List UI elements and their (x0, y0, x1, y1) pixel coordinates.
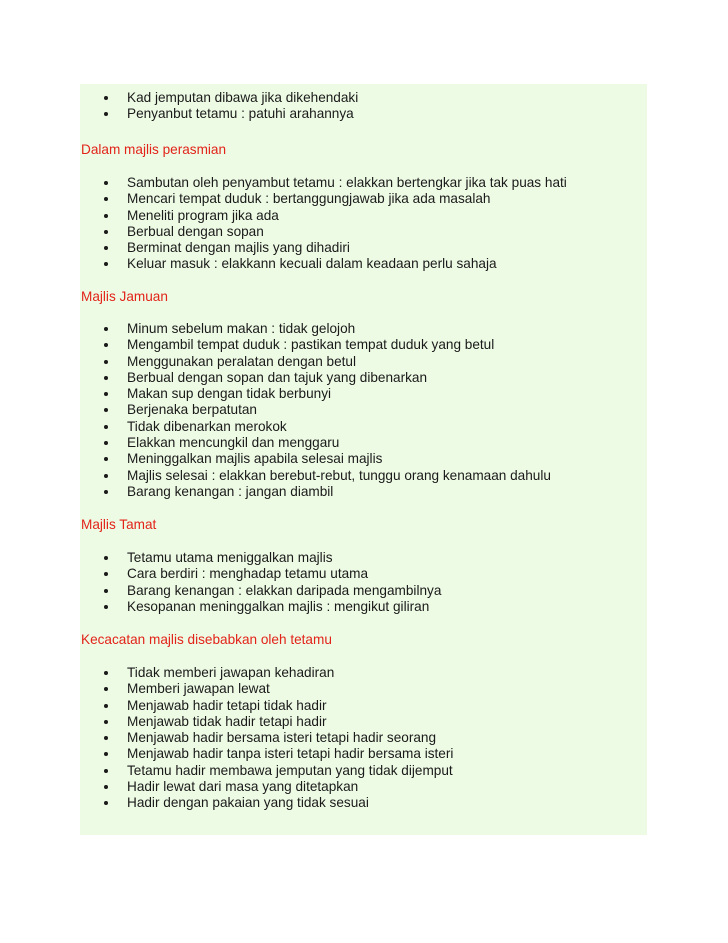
list-item (80, 354, 551, 370)
section-heading-kecacatan: Kecacatan majlis disebabkan oleh tetamu (81, 632, 332, 647)
section-list-jamuan (80, 321, 551, 500)
bullet-icon (104, 752, 108, 756)
list-item (80, 419, 551, 435)
bullet-icon (104, 490, 108, 494)
list-item-text: Berjenaka berpatutan (127, 402, 257, 418)
list-item (80, 240, 567, 256)
bullet-icon (104, 671, 108, 675)
list-item (80, 698, 453, 714)
bullet-icon (104, 327, 108, 331)
list-item-text: Meninggalkan majlis apabila selesai majlis (127, 451, 383, 467)
list-item (80, 468, 551, 484)
list-item-text: Memberi jawapan lewat (127, 681, 270, 697)
list-item-text: Kesopanan meninggalkan majlis : mengikut giliran (127, 598, 430, 614)
bullet-icon (104, 605, 108, 609)
list-item-text: Tidak memberi jawapan kehadiran (127, 665, 335, 680)
list-item (80, 208, 567, 224)
bullet-icon (104, 112, 108, 116)
list-item (80, 550, 441, 566)
bullet-icon (104, 392, 108, 396)
bullet-icon (104, 457, 108, 461)
list-item (80, 566, 441, 582)
section-heading-perasmian: Dalam majlis perasmian (81, 142, 227, 157)
intro-list (80, 90, 358, 123)
bullet-icon (104, 230, 108, 234)
list-item (80, 665, 453, 681)
bullet-icon (104, 376, 108, 380)
list-item-text: Minum sebelum makan : tidak gelojoh (127, 321, 356, 336)
bullet-icon (104, 572, 108, 576)
content-panel (80, 84, 647, 835)
list-item-text: Menjawab hadir tetapi tidak hadir (127, 697, 327, 713)
list-item-text: Sambutan oleh penyambut tetamu : elakkan bertengkar jika tak puas hati (127, 175, 567, 190)
list-item (80, 370, 551, 386)
list-item-text: Cara berdiri : menghadap tetamu utama (127, 566, 369, 582)
list-item-text: Berbual dengan sopan dan tajuk yang dibenarkan (127, 369, 428, 385)
list-item (80, 337, 551, 353)
list-item-text: Berbual dengan sopan (127, 223, 264, 239)
section-heading-jamuan: Majlis Jamuan (81, 289, 168, 304)
list-item-text: Hadir lewat dari masa yang ditetapkan (127, 779, 359, 795)
list-item (80, 321, 551, 337)
list-item-text: Menjawab hadir bersama isteri tetapi hadir seorang (127, 730, 437, 746)
bullet-icon (104, 181, 108, 185)
list-item (80, 714, 453, 730)
bullet-icon (104, 360, 108, 364)
section-list-kecacatan (80, 665, 453, 812)
list-item-text: Majlis selesai : elakkan berebut-rebut, tunggu orang kenamaan dahulu (127, 467, 551, 483)
list-item (80, 763, 453, 779)
bullet-icon (104, 704, 108, 708)
list-item-text: Barang kenangan : jangan diambil (127, 483, 334, 499)
list-item-text: Meneliti program jika ada (127, 207, 279, 223)
section-list-perasmian (80, 175, 567, 273)
bullet-icon (104, 736, 108, 740)
list-item-text: Kad jemputan dibawa jika dikehendaki (127, 90, 359, 105)
list-item-text: Tetamu utama meniggalkan majlis (127, 550, 333, 565)
list-item (80, 386, 551, 402)
list-item-text: Berminat dengan majlis yang dihadiri (127, 240, 350, 256)
list-item (80, 484, 551, 500)
list-item-text: Makan sup dengan tidak berbunyi (127, 386, 332, 402)
bullet-icon (104, 769, 108, 773)
list-item-text: Hadir dengan pakaian yang tidak sesuai (127, 795, 369, 811)
bullet-icon (104, 96, 108, 100)
bullet-icon (104, 474, 108, 478)
section-heading-tamat: Majlis Tamat (81, 517, 157, 532)
intro-list-group (80, 90, 358, 123)
list-item (80, 681, 453, 697)
list-item-text: Menjawab tidak hadir tetapi hadir (127, 713, 327, 729)
bullet-icon (104, 343, 108, 347)
list-item-text: Tidak dibenarkan merokok (127, 418, 287, 434)
list-item (80, 583, 441, 599)
list-item (80, 795, 453, 811)
bullet-icon (104, 425, 108, 429)
list-item (80, 730, 453, 746)
bullet-icon (104, 801, 108, 805)
list-item (80, 256, 567, 272)
list-item (80, 90, 358, 106)
list-item (80, 106, 358, 122)
list-item (80, 779, 453, 795)
bullet-icon (104, 589, 108, 593)
bullet-icon (104, 556, 108, 560)
list-item-text: Tetamu hadir membawa jemputan yang tidak dijemput (127, 762, 453, 778)
section-list-tamat (80, 550, 441, 615)
bullet-icon (104, 197, 108, 201)
list-item (80, 435, 551, 451)
list-item-text: Barang kenangan : elakkan daripada mengambilnya (127, 582, 442, 598)
bullet-icon (104, 246, 108, 250)
list-item-text: Menjawab hadir tanpa isteri tetapi hadir bersama isteri (127, 746, 454, 762)
list-item-text: Penyanbut tetamu : patuhi arahannya (127, 106, 354, 122)
bullet-icon (104, 262, 108, 266)
list-item (80, 746, 453, 762)
list-item (80, 191, 567, 207)
list-item (80, 451, 551, 467)
list-item-text: Elakkan mencungkil dan menggaru (127, 435, 340, 451)
list-item-text: Mencari tempat duduk : bertanggungjawab jika ada masalah (127, 191, 491, 207)
list-item-text: Keluar masuk : elakkann kecuali dalam keadaan perlu sahaja (127, 256, 497, 272)
list-item (80, 224, 567, 240)
bullet-icon (104, 720, 108, 724)
bullet-icon (104, 687, 108, 691)
list-item (80, 599, 441, 615)
list-item-text: Mengambil tempat duduk : pastikan tempat duduk yang betul (127, 337, 495, 353)
bullet-icon (104, 441, 108, 445)
bullet-icon (104, 785, 108, 789)
bullet-icon (104, 408, 108, 412)
bullet-icon (104, 214, 108, 218)
list-item-text: Menggunakan peralatan dengan betul (127, 353, 357, 369)
list-item (80, 175, 567, 191)
list-item (80, 402, 551, 418)
